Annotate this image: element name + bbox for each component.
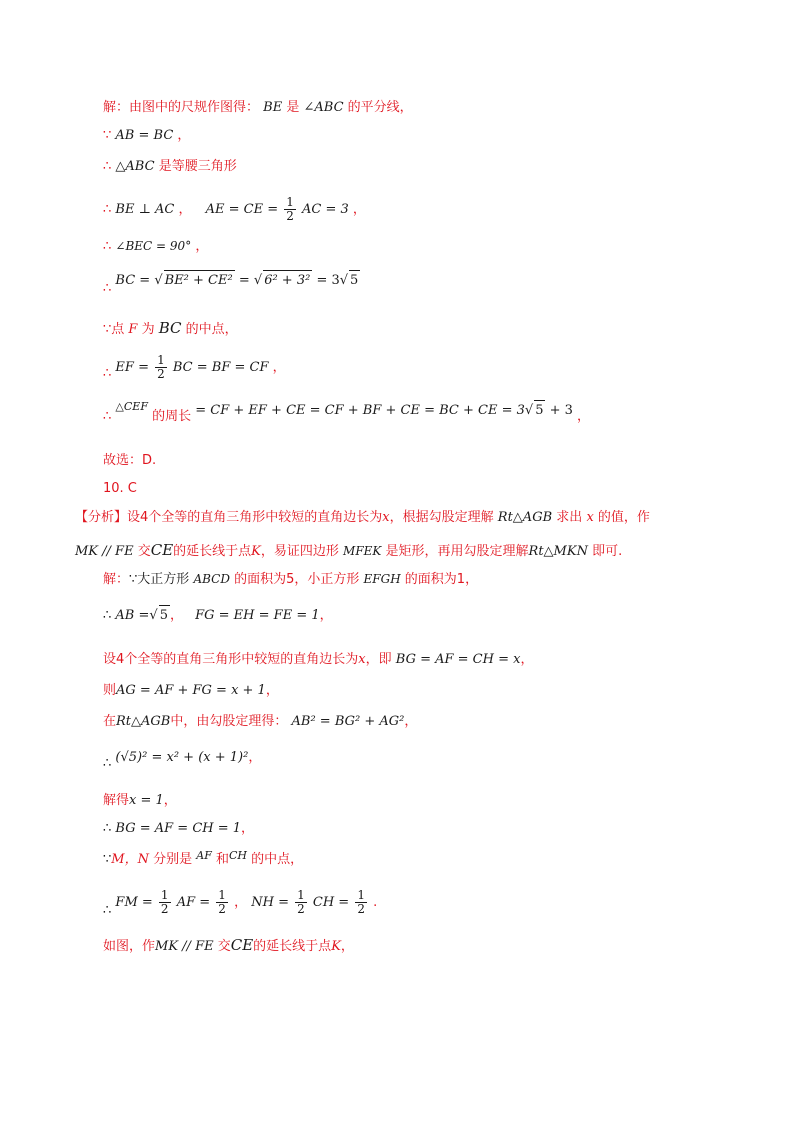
fraction <box>295 889 307 916</box>
text: ∵点 <box>103 322 125 337</box>
denominator: 2 <box>297 902 305 916</box>
text: 分别是 <box>153 852 193 867</box>
answer-text: 故选：D. <box>103 453 157 468</box>
fraction <box>355 889 367 916</box>
sqrt-radicand: 5 <box>534 400 545 421</box>
text: 的中点， <box>185 322 238 337</box>
therefore-symbol: ∴ <box>103 281 112 296</box>
math: + 3 <box>549 403 573 418</box>
solution-line-9: ∴ $^{\triangle CEF}$ 的周长 = CF + EF + CE = CF + BF + CE = BC + CE = 3√ 5 + 3 ， <box>103 400 591 424</box>
math: x <box>382 510 390 525</box>
math: △CEF <box>115 400 148 413</box>
math: ∠BEC = 90° <box>115 239 192 253</box>
solution2-line-6 <box>103 748 262 771</box>
math: AE = CE = <box>205 202 279 217</box>
math: BG = AF = CH = x <box>395 652 521 667</box>
text: 的延长线于点 <box>173 544 252 559</box>
therefore-symbol: ∴ <box>103 608 112 623</box>
text: 的值，作 <box>597 510 650 525</box>
text: 在 <box>103 714 117 729</box>
text: 的周长 <box>152 409 192 424</box>
math: ∠ABC <box>303 100 344 115</box>
math: BE <box>263 100 283 115</box>
solution-line-7 <box>103 318 238 340</box>
math: Rt△AGB <box>497 510 553 525</box>
solution2-line-10 <box>103 889 377 916</box>
math: MK // FE <box>155 939 214 954</box>
text: 即可. <box>592 544 623 559</box>
text: ， <box>178 202 192 217</box>
numerator: 1 <box>286 195 294 209</box>
text: 求出 <box>556 510 583 525</box>
numerator: 1 <box>357 888 365 902</box>
solution2-line-4 <box>103 681 279 701</box>
solution2-line-3 <box>103 650 533 670</box>
text: 的面积为5，小正方形 <box>234 572 360 587</box>
math: AB = <box>115 608 150 623</box>
text: ， <box>234 895 248 910</box>
math: BE ⊥ AC <box>115 202 175 217</box>
because-symbol: ∵ <box>103 852 112 867</box>
text: ， <box>248 750 262 765</box>
question-number: 10. C <box>103 481 137 496</box>
math: CH <box>229 849 248 862</box>
analysis-line-2 <box>75 540 622 562</box>
answer-line <box>103 451 156 471</box>
solution2-line-11 <box>103 935 354 957</box>
text: 中，由勾股定理得： <box>170 714 288 729</box>
denominator: 2 <box>286 209 294 223</box>
math: AG = AF + FG = x + 1 <box>116 683 266 698</box>
math: Rt△MKN <box>528 544 588 559</box>
math: K <box>331 939 341 954</box>
text: ， <box>163 793 177 808</box>
text: ，即 <box>365 652 392 667</box>
sqrt-radicand: 6² + 3² <box>263 270 312 291</box>
text: 交 <box>217 939 231 954</box>
sqrt-radicand: 5 <box>349 270 360 291</box>
solution2-line-7 <box>103 791 177 811</box>
text: ，易证四边形 <box>260 544 339 559</box>
math: NH = <box>251 895 289 910</box>
therefore-symbol: ∴ <box>103 366 112 381</box>
therefore-symbol: ∴ <box>103 202 112 217</box>
fraction <box>155 354 167 381</box>
therefore-symbol: ∴ <box>103 159 112 174</box>
math: CE <box>150 541 174 559</box>
text: ， <box>265 683 279 698</box>
text: ， <box>340 939 354 954</box>
math: AB² = BG² + AG² <box>291 714 405 729</box>
text: 是矩形，再用勾股定理解 <box>385 544 529 559</box>
text: 是等腰三角形 <box>158 159 237 174</box>
therefore-symbol: ∴ <box>103 239 112 254</box>
text: 解得 <box>103 793 130 808</box>
solution-line-5 <box>103 236 208 257</box>
text: ， <box>195 239 209 254</box>
math: (√5)² = x² + (x + 1)² <box>115 750 249 765</box>
sqrt-radicand: BE² + CE² <box>164 270 235 291</box>
text: 的中点， <box>251 852 304 867</box>
math: MK // FE <box>75 544 134 559</box>
therefore-symbol: ∴ <box>103 409 112 424</box>
denominator: 2 <box>157 367 165 381</box>
analysis-line-1 <box>75 508 650 528</box>
math: K <box>251 544 261 559</box>
math: AF <box>196 849 212 862</box>
text: ， <box>241 821 255 836</box>
text: ， <box>404 714 418 729</box>
solution-line-3 <box>103 157 237 177</box>
math: AC = 3 <box>302 202 349 217</box>
solution2-line-2: ∴ AB =√ 5 ， FG = EH = FE = 1， <box>103 605 333 626</box>
math: AB = BC <box>115 128 174 143</box>
text: 是 <box>286 100 300 115</box>
math: x = 1 <box>129 793 164 808</box>
fraction <box>216 889 228 916</box>
math: x <box>586 510 594 525</box>
solution-line-8 <box>103 354 286 381</box>
therefore-symbol: ∴ <box>103 756 112 771</box>
text: 交 <box>137 544 151 559</box>
math: BG = AF = CH = 1 <box>115 821 242 836</box>
text: ， <box>272 360 286 375</box>
text: ， <box>169 608 183 623</box>
text: 为 <box>141 322 155 337</box>
math: AF = <box>176 895 211 910</box>
math: △ABC <box>115 159 155 174</box>
numerator: 1 <box>297 888 305 902</box>
math: = CF + EF + CE = CF + BF + CE = BC + CE = 3 <box>195 403 525 418</box>
solution2-line-1 <box>103 569 478 590</box>
solution-line-1 <box>103 98 413 118</box>
because-symbol: ∵ <box>103 128 112 143</box>
math: = 3 <box>316 273 340 288</box>
solution2-line-5 <box>103 712 417 732</box>
math: x <box>358 652 366 667</box>
solution-line-4 <box>103 196 366 223</box>
denominator: 2 <box>160 902 169 916</box>
text: ∵大正方形 <box>129 572 190 587</box>
math: EF = <box>115 360 149 375</box>
math: = <box>238 273 250 288</box>
text: . <box>373 895 378 910</box>
numerator: 1 <box>218 888 226 902</box>
math: BC = <box>115 273 151 288</box>
text: ，根据勾股定理解 <box>389 510 494 525</box>
math: F <box>128 322 138 337</box>
text: 的平分线， <box>347 100 413 115</box>
denominator: 2 <box>357 902 365 916</box>
fraction <box>284 196 296 223</box>
math: M，N <box>111 852 149 867</box>
fraction <box>159 889 171 916</box>
text: ， <box>577 409 591 424</box>
math: Rt△AGB <box>116 714 171 729</box>
text: 如图，作 <box>103 939 156 954</box>
math: ABCD <box>193 572 230 586</box>
therefore-symbol: ∴ <box>103 821 112 836</box>
sqrt-radicand: 5 <box>159 605 170 626</box>
numerator: 1 <box>157 353 165 367</box>
analysis-label: 【分析】 <box>75 510 128 525</box>
text: 的延长线于点 <box>253 939 332 954</box>
text: 则 <box>103 683 117 698</box>
solution2-line-8 <box>103 819 254 839</box>
math: FG = EH = FE = 1 <box>195 608 320 623</box>
text: 解：由图中的尺规作图得： <box>103 100 260 115</box>
text: ， <box>520 652 534 667</box>
text: 的面积为1， <box>404 572 479 587</box>
numerator: 1 <box>160 888 169 902</box>
question-number-line <box>103 479 137 499</box>
text: ， <box>352 202 366 217</box>
solution-line-6: ∴ BC = √ BE² + CE² = √ 6² + 3² = 3√ 5 <box>103 270 360 291</box>
text: 设4个全等的直角三角形中较短的直角边长为 <box>127 510 383 525</box>
denominator: 2 <box>218 902 226 916</box>
math: EFGH <box>363 572 401 586</box>
math: CH = <box>312 895 350 910</box>
math: FM = <box>115 895 153 910</box>
text: ， <box>319 608 333 623</box>
math: BC <box>158 319 182 337</box>
text: 设4个全等的直角三角形中较短的直角边长为 <box>103 652 359 667</box>
text: 解： <box>103 572 130 587</box>
math: CE <box>230 936 254 954</box>
solution-line-2 <box>103 126 190 146</box>
math: BC = BF = CF <box>172 360 269 375</box>
therefore-symbol: ∴ <box>103 903 112 918</box>
text: ， <box>177 128 191 143</box>
math: MFEK <box>343 544 382 558</box>
solution2-line-9 <box>103 850 303 870</box>
text: 和 <box>215 852 229 867</box>
